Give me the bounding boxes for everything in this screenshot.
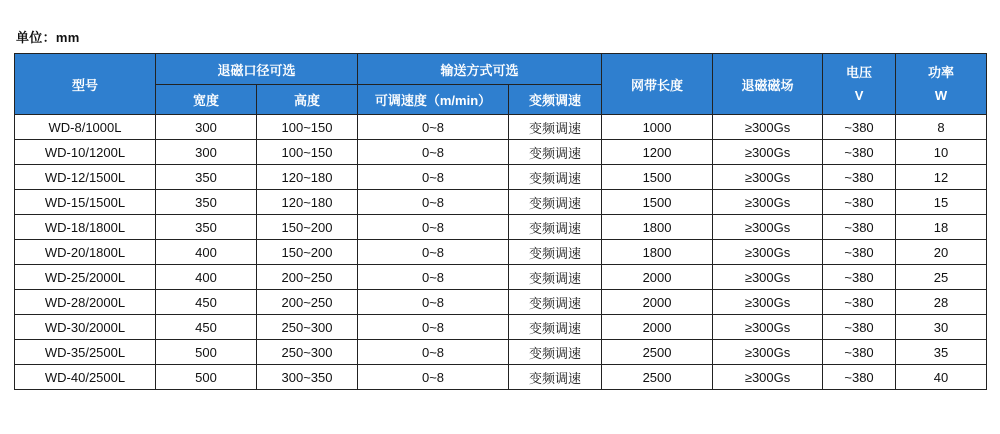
table-row — [15, 215, 987, 240]
cell-model: WD-40/2500L — [15, 365, 156, 390]
cell-voltage: ~380 — [823, 365, 896, 390]
header-conveyor-group: 输送方式可选 — [358, 54, 602, 85]
table-row — [15, 240, 987, 265]
cell-voltage: ~380 — [823, 315, 896, 340]
header-model: 型号 — [15, 54, 156, 115]
cell-height: 100~150 — [257, 140, 358, 165]
cell-power: 15 — [896, 190, 987, 215]
header-power-label: 功率 — [928, 65, 955, 80]
cell-power: 28 — [896, 290, 987, 315]
cell-height: 100~150 — [257, 115, 358, 140]
cell-model: WD-35/2500L — [15, 340, 156, 365]
cell-vfd: 变频调速 — [509, 365, 602, 390]
cell-vfd: 变频调速 — [509, 190, 602, 215]
cell-width: 450 — [156, 315, 257, 340]
table-header — [15, 54, 987, 115]
cell-voltage: ~380 — [823, 265, 896, 290]
cell-voltage: ~380 — [823, 290, 896, 315]
cell-height: 120~180 — [257, 190, 358, 215]
header-adjustable-speed: 可调速度（m/min） — [358, 85, 509, 115]
cell-vfd: 变频调速 — [509, 215, 602, 240]
cell-speed: 0~8 — [358, 165, 509, 190]
cell-width: 400 — [156, 265, 257, 290]
cell-voltage: ~380 — [823, 165, 896, 190]
cell-height: 120~180 — [257, 165, 358, 190]
cell-vfd: 变频调速 — [509, 240, 602, 265]
cell-field: ≥300Gs — [713, 190, 823, 215]
table-row — [15, 365, 987, 390]
cell-belt: 2000 — [602, 290, 713, 315]
cell-belt: 1000 — [602, 115, 713, 140]
cell-model: WD-18/1800L — [15, 215, 156, 240]
header-height: 高度 — [257, 85, 358, 115]
cell-height: 150~200 — [257, 215, 358, 240]
cell-power: 35 — [896, 340, 987, 365]
cell-width: 300 — [156, 115, 257, 140]
cell-vfd: 变频调速 — [509, 115, 602, 140]
header-voltage — [823, 54, 896, 115]
cell-model: WD-20/1800L — [15, 240, 156, 265]
cell-vfd: 变频调速 — [509, 165, 602, 190]
table-row — [15, 290, 987, 315]
cell-power: 18 — [896, 215, 987, 240]
cell-power: 40 — [896, 365, 987, 390]
cell-power: 12 — [896, 165, 987, 190]
header-vfd-speed: 变频调速 — [509, 85, 602, 115]
cell-speed: 0~8 — [358, 365, 509, 390]
cell-field: ≥300Gs — [713, 165, 823, 190]
cell-height: 250~300 — [257, 340, 358, 365]
cell-height: 250~300 — [257, 315, 358, 340]
cell-vfd: 变频调速 — [509, 340, 602, 365]
cell-model: WD-28/2000L — [15, 290, 156, 315]
spec-table — [14, 53, 987, 390]
cell-speed: 0~8 — [358, 265, 509, 290]
header-power-unit: W — [934, 88, 948, 103]
cell-width: 500 — [156, 365, 257, 390]
cell-width: 350 — [156, 165, 257, 190]
header-demag-field: 退磁磁场 — [713, 54, 823, 115]
cell-belt: 1500 — [602, 165, 713, 190]
cell-speed: 0~8 — [358, 215, 509, 240]
cell-voltage: ~380 — [823, 115, 896, 140]
cell-field: ≥300Gs — [713, 115, 823, 140]
cell-width: 450 — [156, 290, 257, 315]
header-width: 宽度 — [156, 85, 257, 115]
header-power — [896, 54, 987, 115]
cell-width: 350 — [156, 215, 257, 240]
cell-height: 200~250 — [257, 265, 358, 290]
cell-belt: 1500 — [602, 190, 713, 215]
header-aperture-group: 退磁口径可选 — [156, 54, 358, 85]
cell-field: ≥300Gs — [713, 365, 823, 390]
cell-voltage: ~380 — [823, 215, 896, 240]
cell-field: ≥300Gs — [713, 315, 823, 340]
cell-voltage: ~380 — [823, 190, 896, 215]
cell-vfd: 变频调速 — [509, 315, 602, 340]
cell-speed: 0~8 — [358, 240, 509, 265]
cell-power: 20 — [896, 240, 987, 265]
cell-voltage: ~380 — [823, 240, 896, 265]
table-row — [15, 190, 987, 215]
cell-speed: 0~8 — [358, 290, 509, 315]
cell-model: WD-8/1000L — [15, 115, 156, 140]
cell-belt: 1200 — [602, 140, 713, 165]
cell-voltage: ~380 — [823, 140, 896, 165]
cell-width: 400 — [156, 240, 257, 265]
cell-model: WD-12/1500L — [15, 165, 156, 190]
cell-height: 300~350 — [257, 365, 358, 390]
cell-field: ≥300Gs — [713, 290, 823, 315]
cell-width: 500 — [156, 340, 257, 365]
cell-field: ≥300Gs — [713, 265, 823, 290]
cell-belt: 1800 — [602, 240, 713, 265]
cell-speed: 0~8 — [358, 115, 509, 140]
cell-height: 200~250 — [257, 290, 358, 315]
cell-power: 10 — [896, 140, 987, 165]
cell-belt: 2000 — [602, 315, 713, 340]
cell-model: WD-30/2000L — [15, 315, 156, 340]
table-row — [15, 165, 987, 190]
cell-field: ≥300Gs — [713, 340, 823, 365]
table-row — [15, 140, 987, 165]
cell-belt: 1800 — [602, 215, 713, 240]
cell-belt: 2500 — [602, 340, 713, 365]
cell-width: 350 — [156, 190, 257, 215]
cell-field: ≥300Gs — [713, 215, 823, 240]
cell-model: WD-15/1500L — [15, 190, 156, 215]
cell-speed: 0~8 — [358, 315, 509, 340]
cell-width: 300 — [156, 140, 257, 165]
table-row — [15, 265, 987, 290]
cell-belt: 2000 — [602, 265, 713, 290]
table-row — [15, 115, 987, 140]
cell-speed: 0~8 — [358, 340, 509, 365]
cell-belt: 2500 — [602, 365, 713, 390]
cell-vfd: 变频调速 — [509, 140, 602, 165]
cell-voltage: ~380 — [823, 340, 896, 365]
cell-vfd: 变频调速 — [509, 265, 602, 290]
cell-model: WD-25/2000L — [15, 265, 156, 290]
cell-power: 30 — [896, 315, 987, 340]
header-voltage-unit: V — [854, 88, 864, 103]
cell-height: 150~200 — [257, 240, 358, 265]
cell-power: 8 — [896, 115, 987, 140]
cell-power: 25 — [896, 265, 987, 290]
cell-field: ≥300Gs — [713, 240, 823, 265]
table-body — [15, 115, 987, 390]
cell-vfd: 变频调速 — [509, 290, 602, 315]
cell-model: WD-10/1200L — [15, 140, 156, 165]
header-voltage-label: 电压 — [846, 65, 873, 80]
cell-speed: 0~8 — [358, 190, 509, 215]
table-row — [15, 315, 987, 340]
table-row — [15, 340, 987, 365]
header-belt-length: 网带长度 — [602, 54, 713, 115]
cell-field: ≥300Gs — [713, 140, 823, 165]
unit-label: 单位：mm — [16, 30, 80, 45]
cell-speed: 0~8 — [358, 140, 509, 165]
